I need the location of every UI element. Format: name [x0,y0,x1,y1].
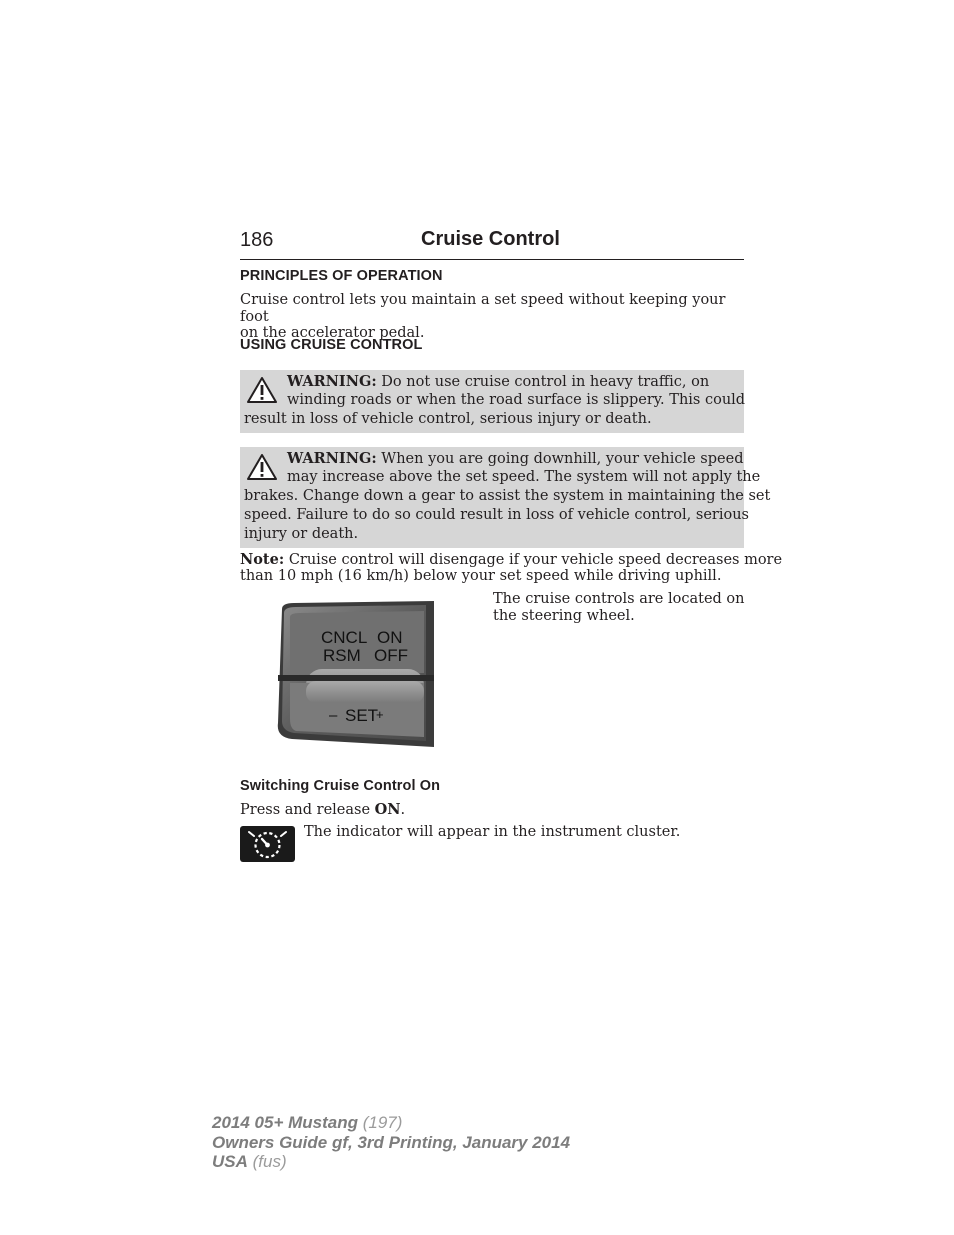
footer-line-2 [212,1133,570,1153]
principles-heading: PRINCIPLES OF OPERATION [240,268,443,284]
warning-triangle-icon [246,376,278,404]
off-button-label: OFF [374,646,408,665]
set-plus-label: + [376,707,384,722]
footer-market: USA [212,1152,248,1171]
figure-caption-line-1: The cruise controls are located on [493,591,745,607]
warning-1-line-2: winding roads or when the road surface is slippery. This could [287,392,746,408]
press-prefix: Press and release [240,802,375,818]
warning-2-first-line [287,449,743,469]
footer-page-ref: (197) [358,1113,403,1132]
cruise-control-indicator-icon [240,826,295,862]
cncl-button-label: CNCL [321,628,368,647]
steering-wheel-switch-illustration [276,601,436,749]
footer-line-1 [212,1113,570,1133]
warning-triangle-icon [246,453,278,481]
figure-caption [493,591,745,624]
warning-2-line-3: brakes. Change down a gear to assist the system in maintaining the set [244,488,771,504]
set-button-label: SET [345,706,379,725]
warning-2-line-5: injury or death. [244,526,359,542]
note-line-1-wrap [240,552,782,569]
press-suffix: . [400,802,406,818]
warning-2-line-4: speed. Failure to do so could result in loss of vehicle control, serious [244,507,749,523]
on-button-label: ON [377,628,403,647]
note-line-2: than 10 mph (16 km/h) below your set speed while driving uphill. [240,568,722,584]
warning-1-first-line [287,372,742,392]
warning-1-line-3: result in loss of vehicle control, serious injury or death. [244,411,652,427]
note-label: Note: [240,551,285,568]
principles-line-2: on the accelerator pedal. [240,325,425,341]
warning-2-label: WARNING: [287,450,377,467]
page-number: 186 [240,229,274,251]
principles-paragraph [240,292,750,342]
switching-heading: Switching Cruise Control On [240,778,441,794]
warning-box-2 [240,447,771,548]
page-title: Cruise Control [421,228,560,250]
document-footer [212,1113,570,1172]
press-on-bold: ON [374,801,401,818]
note-line-1: Cruise control will disengage if your vehicle speed decreases more [288,552,783,568]
set-minus-label: – [329,707,338,724]
footer-market-code: (fus) [247,1152,287,1171]
footer-line-3 [212,1152,570,1172]
warning-2-line-2: may increase above the set speed. The system will not apply the [287,469,761,485]
warning-1-line-1: Do not use cruise control in heavy traffic, on [381,374,710,390]
using-heading: USING CRUISE CONTROL [240,337,423,353]
principles-line-1: Cruise control lets you maintain a set speed without keeping your foot [240,292,726,325]
figure-caption-line-2: the steering wheel. [493,607,635,624]
footer-model: 2014 05+ Mustang [212,1113,358,1132]
indicator-text: The indicator will appear in the instrument cluster. [304,824,681,840]
footer-guide-info: Owners Guide gf, 3rd Printing, January 2014 [212,1132,571,1152]
rsm-button-label: RSM [323,646,361,665]
cruise-controls-figure [276,601,436,749]
warning-2-line-1: When you are going downhill, your vehicle speed [381,451,744,467]
warning-1-label: WARNING: [287,373,377,390]
press-release-line [240,802,405,819]
warning-box-1 [240,370,744,433]
page-header [240,229,744,260]
